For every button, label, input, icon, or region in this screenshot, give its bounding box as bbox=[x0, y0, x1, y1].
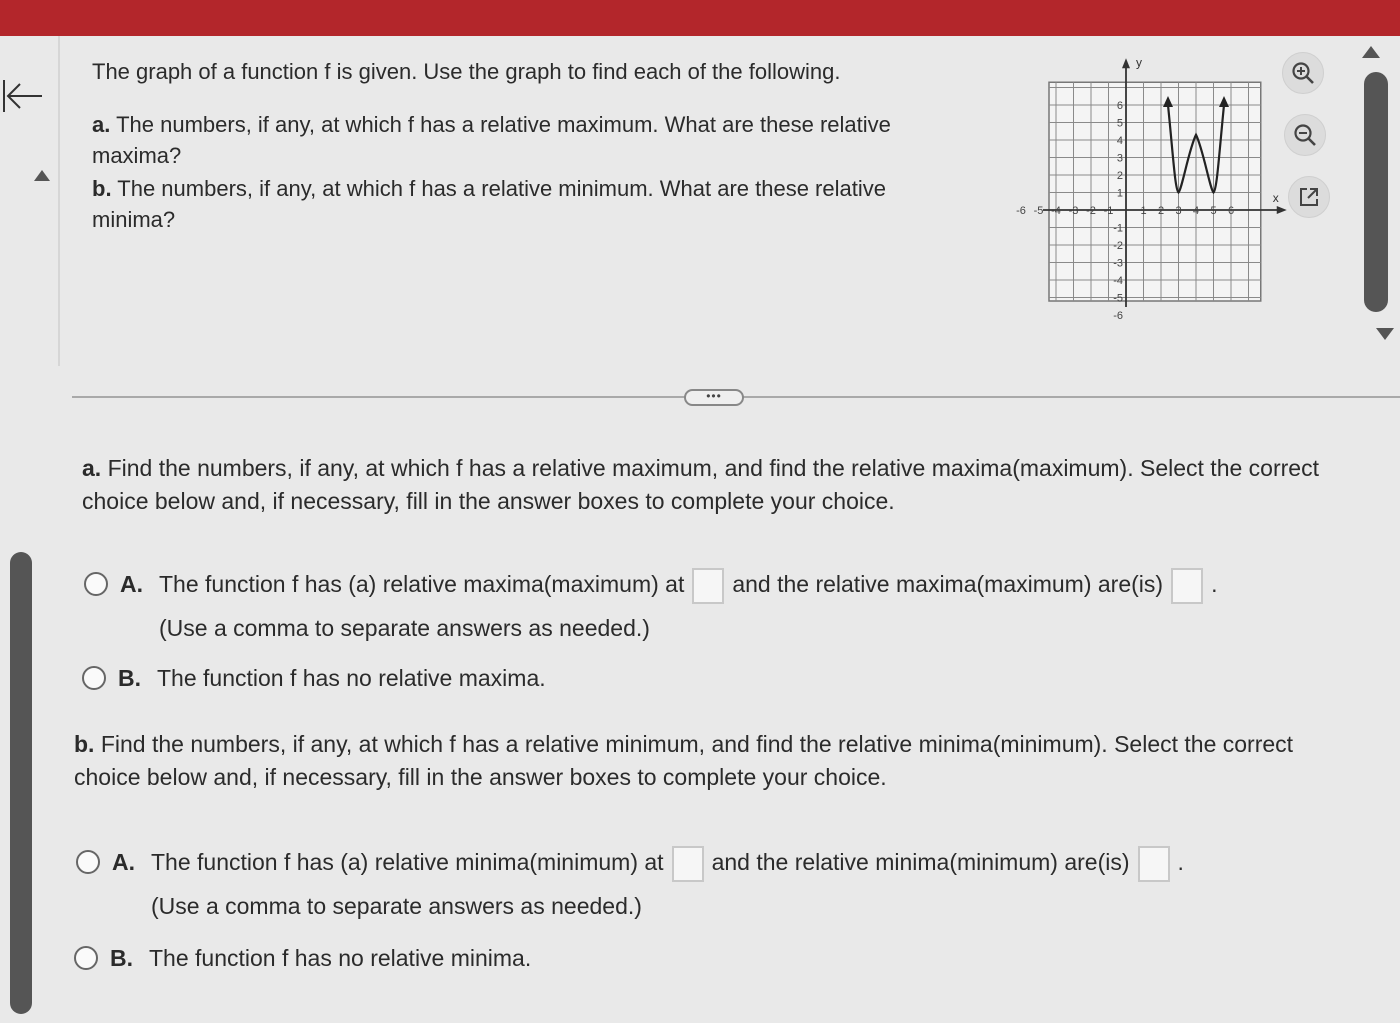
x-tick-label: -5 bbox=[1033, 205, 1044, 217]
expand-more-button[interactable]: ••• bbox=[684, 389, 744, 406]
question-part-a-letter: a. bbox=[92, 112, 111, 137]
x-tick-label: 1 bbox=[1140, 205, 1147, 217]
section-a-answer-box-value[interactable] bbox=[1171, 568, 1203, 604]
section-a-choice-a[interactable] bbox=[84, 568, 1324, 644]
y-tick-label: 3 bbox=[1116, 152, 1123, 165]
question-pane-border bbox=[58, 36, 60, 366]
question-part-b-text: The numbers, if any, at which f has a relative minimum. What are these relative minima? bbox=[92, 176, 886, 232]
section-a-letter: a. bbox=[82, 455, 102, 481]
x-tick-label: -2 bbox=[1086, 205, 1096, 217]
section-a-choice-a-letter: A. bbox=[120, 571, 143, 597]
zoom-out-icon bbox=[1292, 122, 1318, 148]
back-arrow-icon[interactable] bbox=[0, 72, 50, 122]
section-a-choice-a-hint: (Use a comma to separate answers as needed.) bbox=[159, 615, 650, 641]
section-a-choice-b-letter: B. bbox=[118, 665, 141, 691]
section-a-choice-b-radio[interactable] bbox=[82, 666, 106, 690]
question-part-b-letter: b. bbox=[92, 176, 112, 201]
scroll-down-icon[interactable] bbox=[1376, 328, 1394, 340]
question-intro: The graph of a function f is given. Use the graph to find each of the following. bbox=[92, 59, 841, 84]
right-scrollbar-thumb[interactable] bbox=[1364, 72, 1388, 312]
x-tick-label: -6 bbox=[1016, 205, 1026, 217]
graph-grid bbox=[1049, 82, 1261, 301]
section-b-choice-a-content bbox=[151, 846, 1184, 922]
question-part-a bbox=[92, 109, 952, 171]
section-a-choice-b[interactable] bbox=[82, 662, 882, 694]
y-tick-label: -3 bbox=[1113, 257, 1123, 270]
section-b-prompt-text: Find the numbers, if any, at which f has a relative minimum, and find the relative minima(minimum). Select the correct choice below and, if necessary, fill in the answer boxes to complete your choice. bbox=[74, 731, 1294, 790]
section-b-choice-a-radio[interactable] bbox=[76, 850, 100, 874]
section-b-letter: b. bbox=[74, 731, 95, 757]
y-tick-label: 1 bbox=[1116, 187, 1123, 200]
y-tick-label: -4 bbox=[1113, 275, 1123, 287]
left-scrollbar[interactable] bbox=[10, 552, 32, 1014]
x-tick-label: 4 bbox=[1192, 205, 1200, 217]
question-part-a-text: The numbers, if any, at which f has a relative maximum. What are these relative maxima? bbox=[92, 112, 891, 168]
section-b-choice-a-text-middle: and the relative minima(minimum) are(is) bbox=[711, 849, 1130, 876]
zoom-in-icon bbox=[1290, 60, 1316, 86]
x-tick-label: 5 bbox=[1210, 205, 1217, 217]
section-a-choice-a-content bbox=[159, 568, 1217, 644]
section-a-choice-a-radio[interactable] bbox=[84, 572, 108, 596]
section-b-choice-a[interactable] bbox=[76, 846, 1316, 922]
top-header-bar bbox=[0, 0, 1400, 36]
y-tick-label: -1 bbox=[1113, 222, 1123, 235]
section-b-answer-box-x[interactable] bbox=[672, 846, 704, 882]
section-b-choice-b-text: The function f has no relative minima. bbox=[149, 945, 532, 971]
question-part-b bbox=[92, 173, 952, 235]
section-a-prompt-text: Find the numbers, if any, at which f has a relative maximum, and find the relative maxima(maximum). Select the correct choice below and, if necessary, fill in the answer boxes to complete your choice. bbox=[82, 455, 1319, 514]
x-tick-label: -4 bbox=[1051, 205, 1061, 217]
section-b-choice-b-radio[interactable] bbox=[74, 946, 98, 970]
x-tick-label: 2 bbox=[1157, 205, 1165, 217]
section-b-prompt bbox=[74, 728, 1344, 794]
section-a-choice-b-text: The function f has no relative maxima. bbox=[157, 665, 546, 691]
section-a-choice-a-text-middle: and the relative maxima(maximum) are(is) bbox=[732, 571, 1164, 598]
section-b-choice-a-letter: A. bbox=[112, 849, 135, 875]
section-b-choice-a-end: . bbox=[1177, 849, 1184, 876]
section-a-choice-a-end: . bbox=[1211, 571, 1218, 598]
popout-button[interactable] bbox=[1288, 176, 1330, 218]
y-tick-label: 6 bbox=[1116, 100, 1123, 112]
y-axis-label: y bbox=[1136, 55, 1142, 70]
x-tick-label: -3 bbox=[1068, 205, 1079, 217]
external-link-icon bbox=[1297, 185, 1321, 209]
section-a-prompt bbox=[82, 452, 1352, 518]
section-b-choice-b[interactable] bbox=[74, 942, 874, 974]
scroll-up-icon[interactable] bbox=[1362, 46, 1380, 58]
section-a-answer-box-x[interactable] bbox=[692, 568, 724, 604]
y-tick-label: 4 bbox=[1116, 135, 1123, 147]
y-tick-label: 2 bbox=[1116, 170, 1123, 182]
y-tick-label: -2 bbox=[1113, 240, 1123, 252]
x-tick-label: 3 bbox=[1175, 205, 1182, 217]
section-b-answer-box-value[interactable] bbox=[1138, 846, 1170, 882]
zoom-out-button[interactable] bbox=[1284, 114, 1326, 156]
function-graph bbox=[1016, 55, 1280, 322]
question-text bbox=[92, 56, 952, 235]
section-b-choice-a-hint: (Use a comma to separate answers as needed.) bbox=[151, 893, 642, 919]
y-tick-label: -5 bbox=[1113, 292, 1123, 305]
x-axis-label: x bbox=[1272, 191, 1279, 205]
zoom-in-button[interactable] bbox=[1282, 52, 1324, 94]
x-tick-label: 6 bbox=[1227, 205, 1235, 217]
collapse-triangle-icon[interactable] bbox=[34, 170, 50, 181]
section-b-choice-b-letter: B. bbox=[110, 945, 133, 971]
y-tick-label: 5 bbox=[1116, 117, 1123, 130]
y-tick-label: -6 bbox=[1113, 310, 1123, 322]
graph-svg bbox=[1016, 55, 1280, 322]
section-a-choice-a-text-before: The function f has (a) relative maxima(maximum) at bbox=[159, 571, 685, 598]
section-b-choice-a-text-before: The function f has (a) relative minima(minimum) at bbox=[151, 849, 664, 876]
x-tick-label: -1 bbox=[1103, 205, 1114, 217]
